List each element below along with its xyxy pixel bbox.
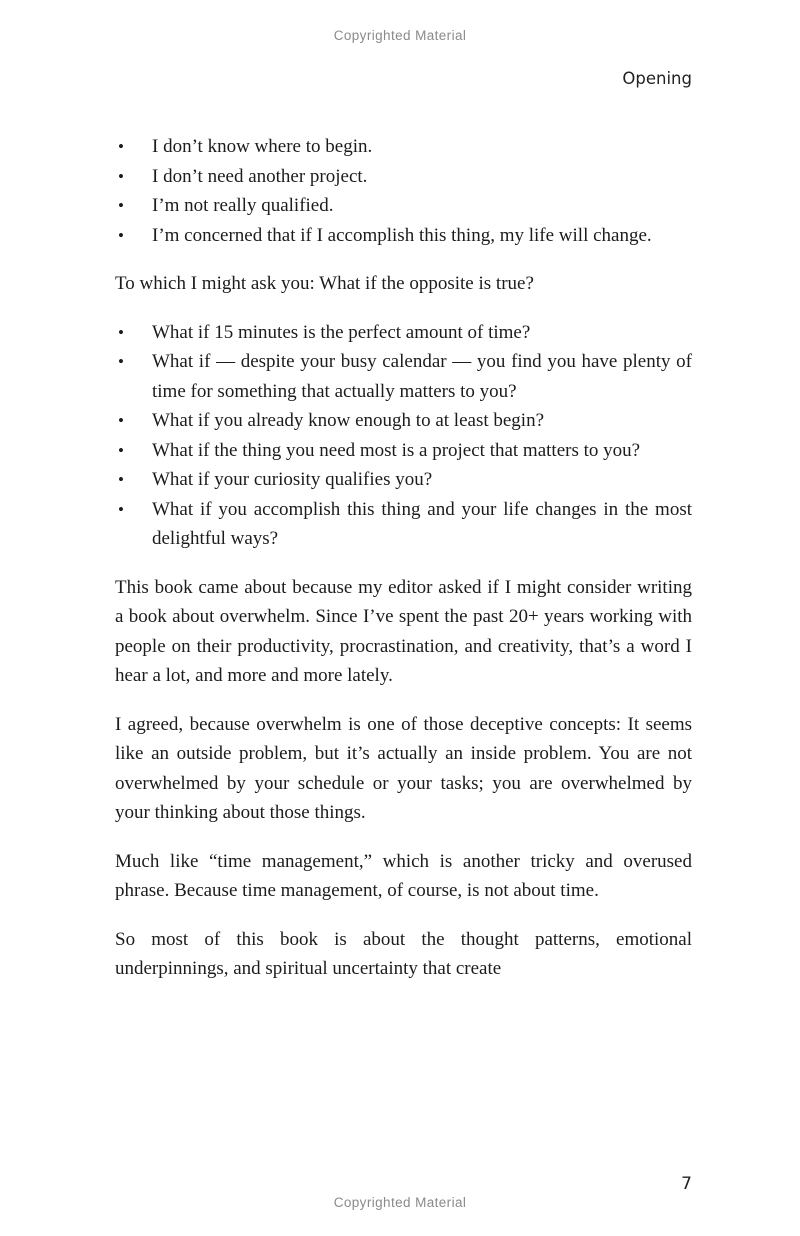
list-item — [115, 436, 692, 466]
paragraph: Much like “time management,” which is another tricky and overused phrase. Because time management, of course, is not about time. — [115, 850, 692, 901]
list-item — [115, 132, 692, 162]
list-item — [115, 347, 692, 406]
bullet-icon: • — [118, 225, 124, 245]
bullet-icon: • — [118, 470, 124, 489]
bullet-icon: • — [118, 411, 124, 430]
list-item-text: What if the thing you need most is a project that matters to you? — [152, 439, 641, 461]
paragraph: To which I might ask you: What if the opposite is true? — [115, 273, 534, 294]
bullet-icon: • — [118, 322, 124, 342]
bullet-icon: • — [118, 196, 124, 215]
bullet-list-doubts — [115, 132, 692, 250]
list-item-text: What if you already know enough to at least begin? — [152, 410, 545, 431]
bullet-icon: • — [118, 499, 124, 519]
list-item — [115, 465, 692, 495]
bullet-list-what-ifs — [115, 318, 692, 554]
copyright-notice-bottom: Copyrighted Material — [333, 1195, 467, 1210]
running-head: Opening — [622, 69, 692, 88]
list-item — [115, 318, 692, 348]
list-item-text: I’m not really qualified. — [152, 195, 334, 216]
bullet-icon: • — [118, 137, 124, 156]
page-number: 7 — [681, 1174, 692, 1194]
list-item — [115, 495, 692, 554]
paragraph: So most of this book is about the thought patterns, emotional underpinnings, and spiritual uncertainty that create — [115, 928, 692, 979]
list-item — [115, 406, 692, 436]
paragraph: I agreed, because overwhelm is one of those deceptive concepts: It seems like an outside problem, but it’s actually an inside problem. You are not overwhelmed by your schedule or your tasks; you are overwhelmed by your thinking about those things. — [115, 713, 692, 823]
bullet-icon: • — [118, 166, 124, 186]
copyright-notice-top: Copyrighted Material — [333, 28, 467, 43]
bullet-icon: • — [118, 440, 124, 460]
paragraph: This book came about because my editor asked if I might consider writing a book about overwhelm. Since I’ve spent the past 20+ years working with people on their productivity, procrastination, and creativity, that’s a word I hear a lot, and more and more lately. — [115, 576, 692, 686]
list-item-text: What if 15 minutes is the perfect amount of time? — [152, 321, 531, 343]
list-item-text: What if you accomplish this thing and your life changes in the most delightful ways? — [152, 498, 692, 549]
list-item-text: What if your curiosity qualifies you? — [152, 469, 433, 490]
list-item-text: I don’t need another project. — [152, 165, 368, 187]
list-item — [115, 162, 692, 192]
list-item — [115, 191, 692, 221]
bullet-icon: • — [118, 352, 124, 371]
list-item-text: I don’t know where to begin. — [152, 136, 373, 157]
list-item-text: I’m concerned that if I accomplish this thing, my life will change. — [152, 224, 652, 246]
list-item — [115, 221, 692, 251]
page-body — [0, 132, 800, 984]
list-item-text: What if — despite your busy calendar — you find you have plenty of time for something that actually matters to you? — [152, 351, 692, 402]
